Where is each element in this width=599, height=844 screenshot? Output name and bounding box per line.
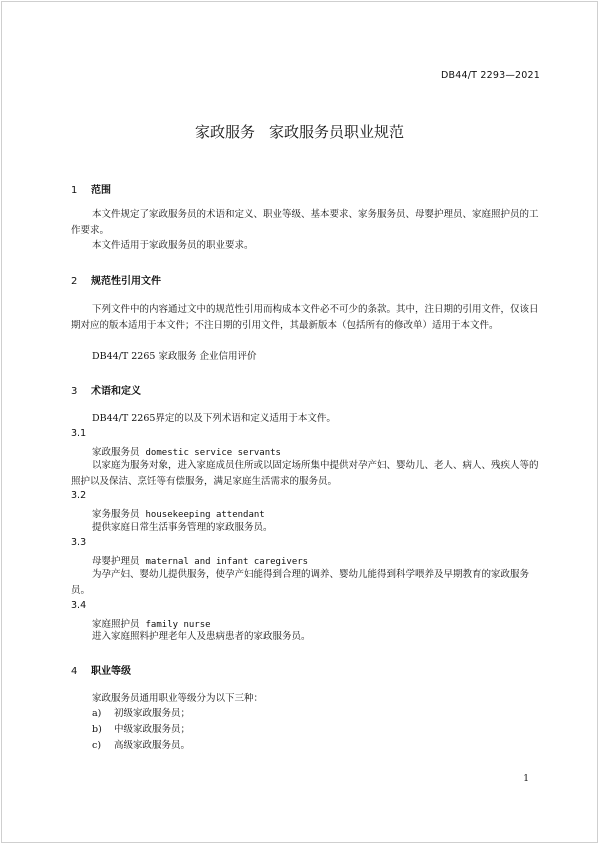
section-2-reference: DB44/T 2265 家政服务 企业信用评价	[92, 351, 257, 362]
section-2-heading: 2 规范性引用文件	[71, 276, 161, 287]
page-number: 1	[523, 774, 529, 784]
section-4-heading: 4 职业等级	[71, 666, 131, 677]
section-3-intro: DB44/T 2265界定的以及下列术语和定义适用于本文件。	[92, 413, 336, 424]
term-3-3: 母婴护理员 maternal and infant caregivers	[92, 556, 309, 567]
list-item: a) 初级家政服务员；	[92, 708, 191, 719]
term-3-1-definition: 以家庭为服务对象，进入家庭成员住所或以固定场所集中提供对孕产妇、婴幼儿、老人、病人、残疾人等的照护以及保洁、烹饪等有偿服务，满足家庭生活需求的服务员。	[71, 460, 539, 487]
document-code: DB44/T 2293—2021	[441, 70, 540, 81]
document-title	[0, 121, 599, 142]
term-3-3-number: 3.3	[71, 537, 87, 548]
section-1-heading: 1 范围	[71, 185, 111, 196]
list-item: c) 高级家政服务员。	[92, 740, 191, 751]
term-3-4: 家庭照护员 family nurse	[92, 619, 211, 630]
term-3-3-definition: 为孕产妇、婴幼儿提供服务，使孕产妇能得到合理的调养、婴幼儿能得到科学喂养及早期教育的家政服务员。	[71, 569, 530, 596]
title-part1: 家政服务	[194, 123, 255, 141]
term-3-4-definition: 进入家庭照料护理老年人及患病患者的家政服务员。	[92, 631, 311, 642]
term-3-1-number: 3.1	[71, 428, 87, 439]
term-3-1: 家政服务员 domestic service servants	[92, 447, 281, 458]
term-3-4-number: 3.4	[71, 600, 87, 611]
term-3-2-number: 3.2	[71, 490, 87, 501]
term-3-2-definition: 提供家庭日常生活事务管理的家政服务员。	[92, 522, 273, 533]
section-1-paragraph-1: 本文件规定了家政服务员的术语和定义、职业等级、基本要求、家务服务员、母婴护理员、家庭照护员的工作要求。	[71, 209, 539, 236]
section-1-paragraph-2: 本文件适用于家政服务员的职业要求。	[92, 240, 254, 251]
section-2-paragraph-1: 下列文件中的内容通过文中的规范性引用而构成本文件必不可少的条款。其中，注日期的引用文件，仅该日期对应的版本适用于本文件；不注日期的引用文件，其最新版本（包括所有的修改单）适用于本文件。	[71, 304, 539, 331]
term-3-2: 家务服务员 housekeeping attendant	[92, 509, 265, 520]
title-part2: 家政服务员职业规范	[269, 123, 405, 141]
section-4-intro: 家政服务员通用职业等级分为以下三种：	[92, 693, 264, 704]
list-item: b) 中级家政服务员；	[92, 724, 191, 735]
section-3-heading: 3 术语和定义	[71, 386, 141, 397]
